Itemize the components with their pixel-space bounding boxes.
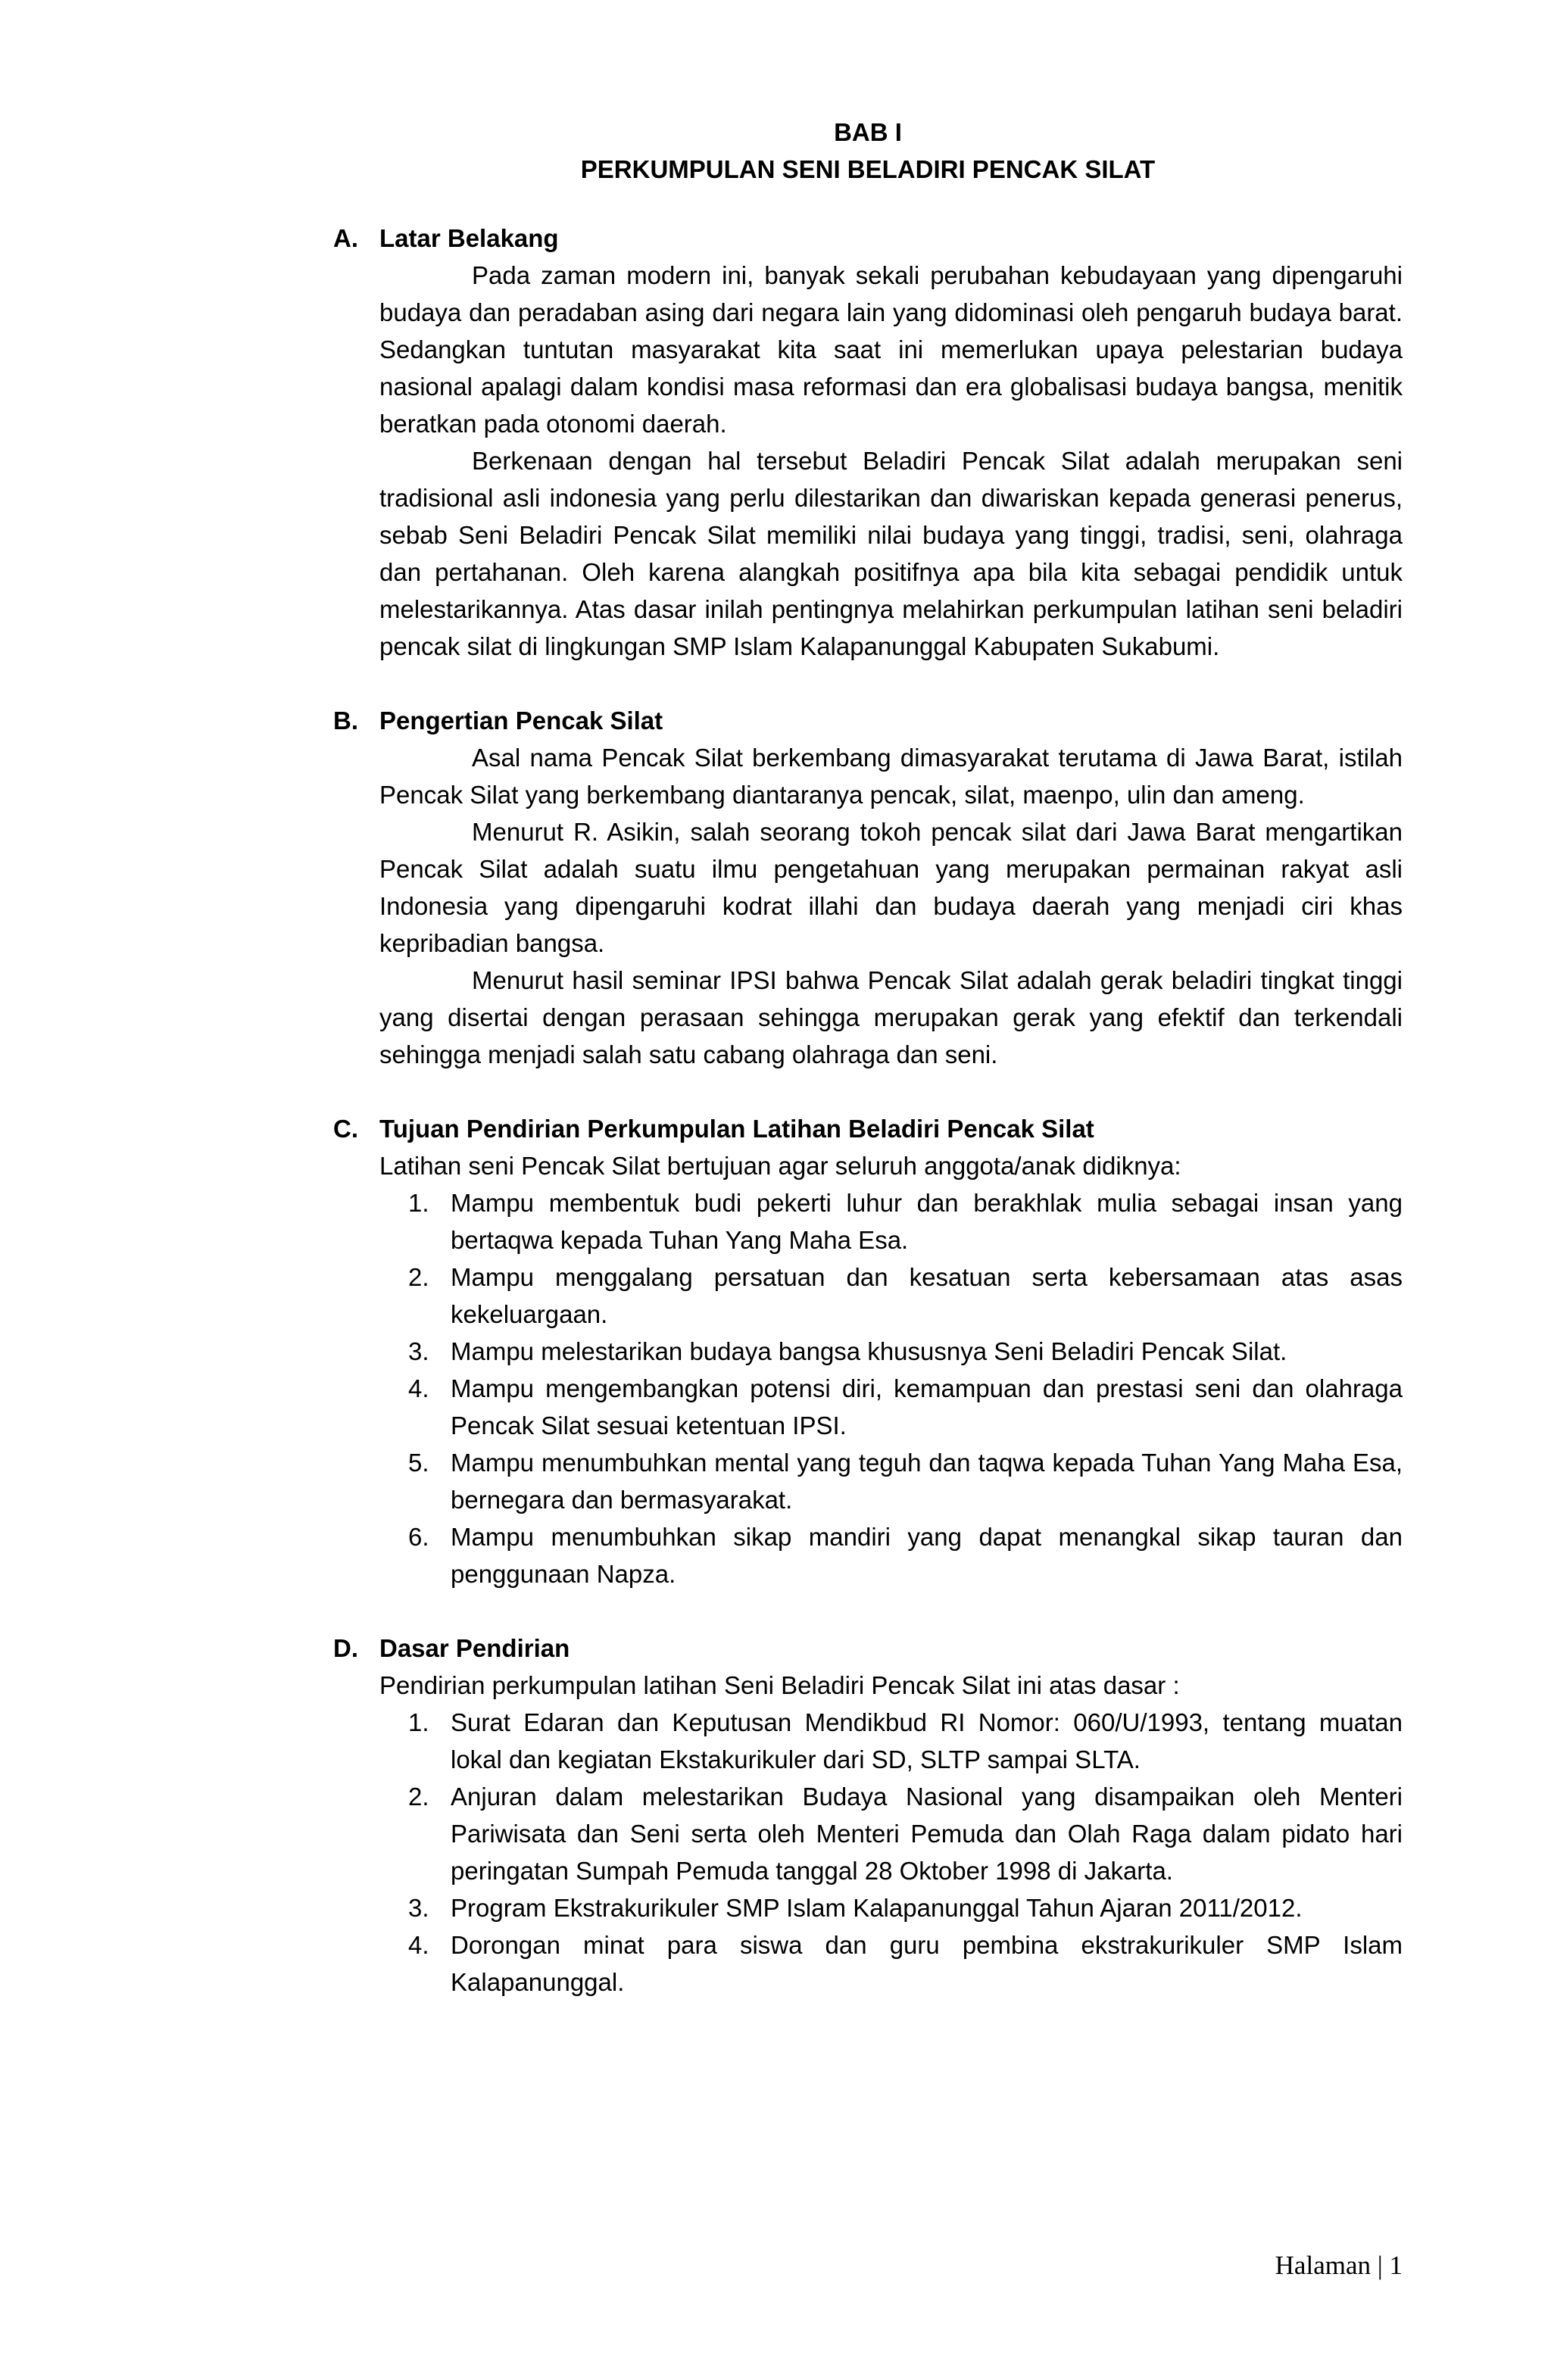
list-text: Mampu menumbuhkan sikap mandiri yang dapat menangkal sikap tauran dan penggunaan Napza.	[451, 1523, 1403, 1588]
section-heading	[333, 220, 1403, 257]
list-text: Dorongan minat para siswa dan guru pembina ekstrakurikuler SMP Islam Kalapanunggal.	[451, 1931, 1403, 1996]
list-number: 1.	[408, 1189, 429, 1217]
list-text: Program Ekstrakurikuler SMP Islam Kalapanunggal Tahun Ajaran 2011/2012.	[451, 1894, 1303, 1922]
list-item	[408, 1444, 1403, 1518]
list-number: 6.	[408, 1523, 429, 1551]
list-item	[408, 1926, 1403, 2001]
section-dasar-pendirian	[333, 1630, 1403, 2001]
section-letter: C.	[333, 1115, 358, 1143]
section-heading	[333, 702, 1403, 739]
section-letter: D.	[333, 1634, 358, 1662]
chapter-header	[333, 114, 1403, 188]
list-lead: Pendirian perkumpulan latihan Seni Beladiri Pencak Silat ini atas dasar :	[379, 1671, 1180, 1699]
section-title: Dasar Pendirian	[379, 1634, 570, 1662]
section-heading	[333, 1110, 1403, 1147]
list-text: Mampu menumbuhkan mental yang teguh dan taqwa kepada Tuhan Yang Maha Esa, bernegara dan bermasyarakat.	[451, 1449, 1403, 1514]
list-text: Mampu mengembangkan potensi diri, kemampuan dan prestasi seni dan olahraga Pencak Silat sesuai ketentuan IPSI.	[451, 1374, 1403, 1440]
list-item	[408, 1259, 1403, 1333]
list-item	[408, 1184, 1403, 1259]
list-number: 3.	[408, 1894, 429, 1922]
page-number: Halaman | 1	[1275, 2251, 1403, 2280]
section-body	[379, 1147, 1403, 1592]
section-letter: A.	[333, 224, 358, 252]
list-lead: Latihan seni Pencak Silat bertujuan agar seluruh anggota/anak didiknya:	[379, 1152, 1181, 1180]
list-text: Mampu membentuk budi pekerti luhur dan berakhlak mulia sebagai insan yang bertaqwa kepada Tuhan Yang Maha Esa.	[451, 1189, 1403, 1254]
section-body	[379, 257, 1403, 665]
list-number: 1.	[408, 1708, 429, 1736]
section-tujuan	[333, 1110, 1403, 1592]
section-heading	[333, 1630, 1403, 1667]
list-item	[408, 1333, 1403, 1370]
paragraph: Pada zaman modern ini, banyak sekali perubahan kebudayaan yang dipengaruhi budaya dan peradaban asing dari negara lain yang didominasi oleh pengaruh budaya barat. Sedangkan tuntutan masyarakat kita saat ini memerlukan upaya pelestarian budaya nasional apalagi dalam kondisi masa reformasi dan era globalisasi budaya bangsa, menitik beratkan pada otonomi daerah.	[379, 261, 1403, 438]
list-item	[408, 1889, 1403, 1926]
list-item	[408, 1778, 1403, 1889]
numbered-list	[379, 1184, 1403, 1592]
section-title: Tujuan Pendirian Perkumpulan Latihan Beladiri Pencak Silat	[379, 1115, 1094, 1143]
numbered-list	[379, 1704, 1403, 2001]
chapter-title: PERKUMPULAN SENI BELADIRI PENCAK SILAT	[580, 155, 1156, 183]
list-item	[408, 1518, 1403, 1592]
list-text: Mampu melestarikan budaya bangsa khususnya Seni Beladiri Pencak Silat.	[451, 1337, 1287, 1365]
section-title: Latar Belakang	[379, 224, 559, 252]
list-number: 5.	[408, 1449, 429, 1477]
list-number: 4.	[408, 1374, 429, 1402]
list-text: Anjuran dalam melestarikan Budaya Nasional yang disampaikan oleh Menteri Pariwisata dan Seni serta oleh Menteri Pemuda dan Olah Raga dalam pidato hari peringatan Sumpah Pemuda tanggal 28 Oktober 1998 di Jakarta.	[451, 1783, 1403, 1885]
list-text: Mampu menggalang persatuan dan kesatuan serta kebersamaan atas asas kekeluargaan.	[451, 1263, 1403, 1328]
list-number: 2.	[408, 1263, 429, 1291]
list-item	[408, 1704, 1403, 1778]
list-number: 2.	[408, 1783, 429, 1811]
list-text: Surat Edaran dan Keputusan Mendikbud RI Nomor: 060/U/1993, tentang muatan lokal dan kegiatan Ekstakurikuler dari SD, SLTP sampai SLTA.	[451, 1708, 1403, 1773]
list-number: 4.	[408, 1931, 429, 1959]
paragraph: Menurut R. Asikin, salah seorang tokoh pencak silat dari Jawa Barat mengartikan Pencak Silat adalah suatu ilmu pengetahuan yang merupakan permainan rakyat asli Indonesia yang dipengaruhi kodrat illahi dan budaya daerah yang menjadi ciri khas kepribadian bangsa.	[379, 818, 1403, 957]
chapter-number: BAB I	[834, 118, 902, 146]
section-pengertian	[333, 702, 1403, 1073]
paragraph: Asal nama Pencak Silat berkembang dimasyarakat terutama di Jawa Barat, istilah Pencak Silat yang berkembang diantaranya pencak, silat, maenpo, ulin dan ameng.	[379, 744, 1403, 809]
list-item	[408, 1370, 1403, 1444]
paragraph: Berkenaan dengan hal tersebut Beladiri Pencak Silat adalah merupakan seni tradisional asli indonesia yang perlu dilestarikan dan diwariskan kepada generasi penerus, sebab Seni Beladiri Pencak Silat memiliki nilai budaya yang tinggi, tradisi, seni, olahraga dan pertahanan. Oleh karena alangkah positifnya apa bila kita sebagai pendidik untuk melestarikannya. Atas dasar inilah pentingnya melahirkan perkumpulan latihan seni beladiri pencak silat di lingkungan SMP Islam Kalapanunggal Kabupaten Sukabumi.	[379, 447, 1403, 660]
section-title: Pengertian Pencak Silat	[379, 707, 663, 735]
section-body	[379, 1667, 1403, 2001]
section-body	[379, 739, 1403, 1073]
document-body	[333, 220, 1403, 2038]
paragraph: Menurut hasil seminar IPSI bahwa Pencak Silat adalah gerak beladiri tingkat tinggi yang disertai dengan perasaan sehingga merupakan gerak yang efektif dan terkendali sehingga menjadi salah satu cabang olahraga dan seni.	[379, 966, 1403, 1068]
section-letter: B.	[333, 707, 358, 735]
section-latar-belakang	[333, 220, 1403, 665]
list-number: 3.	[408, 1337, 429, 1365]
